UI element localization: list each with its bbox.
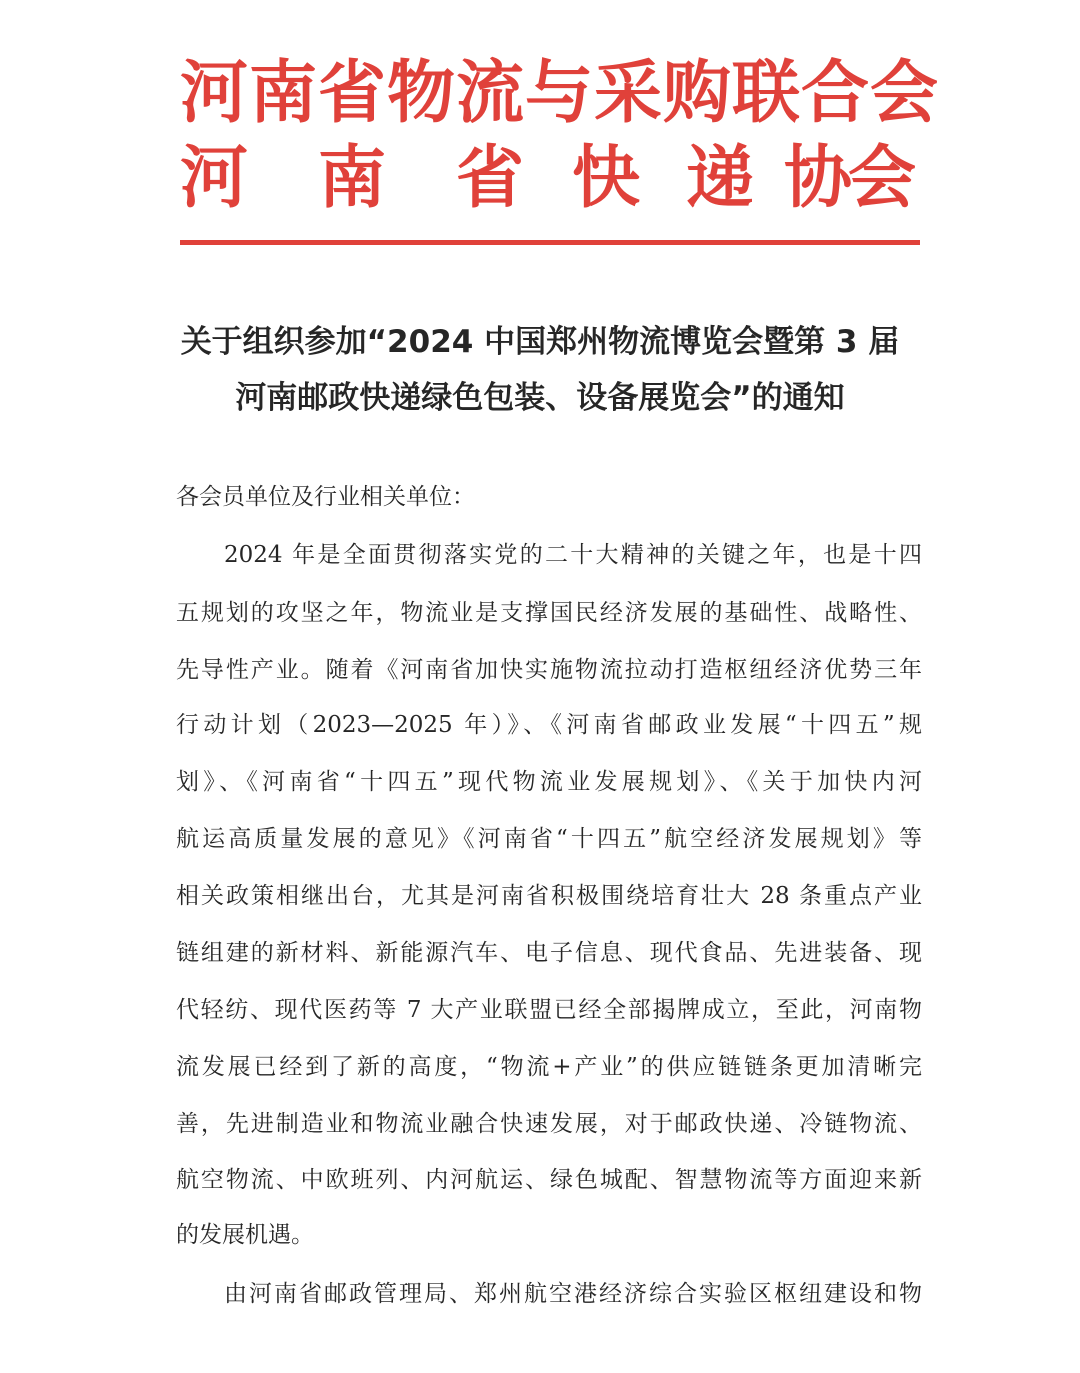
document-title-line-2: 河南邮政快递绿色包装、设备展览会”的通知 <box>235 380 845 416</box>
body-line: 流发展已经到了新的高度，“物流+产业”的供应链链条更加清晰完 <box>176 1054 922 1080</box>
body-line: 航运高质量发展的意见》《河南省“十四五”航空经济发展规划》等 <box>176 826 922 852</box>
body-line: 先导性产业。随着《河南省加快实施物流拉动打造枢纽经济优势三年 <box>176 657 922 683</box>
masthead-org-2-char: 南 <box>318 139 387 218</box>
salutation: 各会员单位及行业相关单位： <box>176 484 475 510</box>
body-line: 划》、《河南省“十四五”现代物流业发展规划》、《关于加快内河 <box>176 769 922 795</box>
body-line: 相关政策相继出台，尤其是河南省积极围绕培育壮大 28 条重点产业 <box>176 883 922 909</box>
masthead-org-2-char: 协 <box>784 139 853 218</box>
body-line: 的发展机遇。 <box>176 1222 314 1248</box>
body-line: 代轻纺、现代医药等 7 大产业联盟已经全部揭牌成立，至此，河南物 <box>176 997 922 1023</box>
document-title-line-1: 关于组织参加“2024 中国郑州物流博览会暨第 3 届 <box>180 324 900 360</box>
body-line: 五规划的攻坚之年，物流业是支撑国民经济发展的基础性、战略性、 <box>176 600 922 626</box>
body-line: 由河南省邮政管理局、郑州航空港经济综合实验区枢纽建设和物 <box>224 1281 922 1307</box>
body-line: 链组建的新材料、新能源汽车、电子信息、现代食品、先进装备、现 <box>176 940 922 966</box>
body-line: 航空物流、中欧班列、内河航运、绿色城配、智慧物流等方面迎来新 <box>176 1167 922 1193</box>
masthead-org-2-char: 快 <box>572 139 641 218</box>
masthead-org-1: 河南省物流与采购联合会 <box>180 54 940 133</box>
masthead-org-2-char: 递 <box>686 139 755 218</box>
masthead-org-2-char: 河 <box>180 139 249 218</box>
masthead-org-2-char: 会 <box>848 139 917 218</box>
masthead-org-2-char: 省 <box>456 139 525 218</box>
body-line: 善，先进制造业和物流业融合快速发展，对于邮政快递、冷链物流、 <box>176 1111 922 1137</box>
masthead-org-2 <box>180 141 920 217</box>
body-line: 2024 年是全面贯彻落实党的二十大精神的关键之年，也是十四 <box>224 542 922 568</box>
body-line: 行动计划（2023—2025 年）》、《河南省邮政业发展“十四五”规 <box>176 712 922 738</box>
red-header-rule <box>180 240 920 245</box>
